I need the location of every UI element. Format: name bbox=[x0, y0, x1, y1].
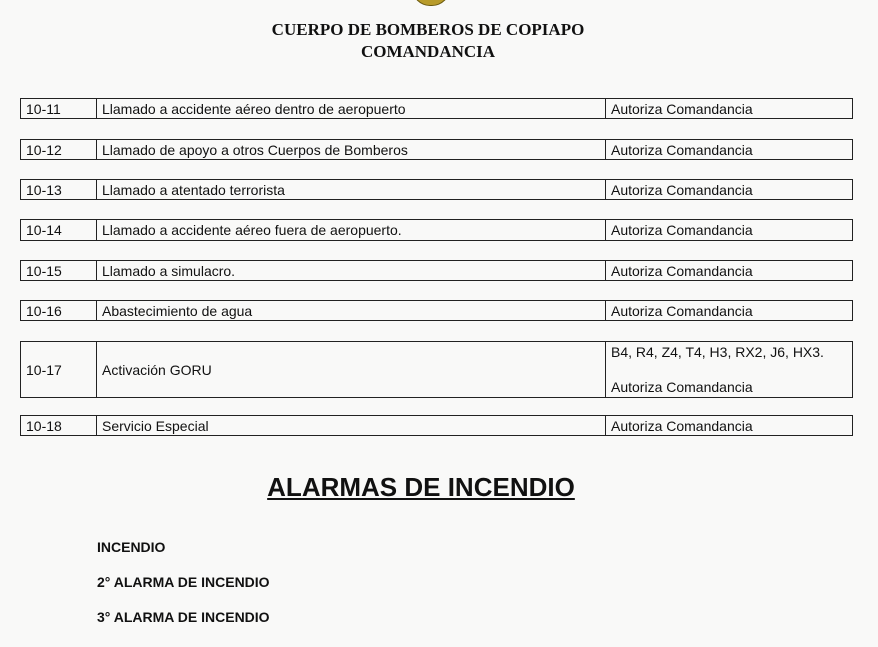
description: Llamado de apoyo a otros Cuerpos de Bomberos bbox=[97, 140, 606, 159]
authorization-cell bbox=[606, 342, 852, 397]
header-line1: CUERPO DE BOMBEROS DE COPIAPO bbox=[271, 20, 585, 39]
alarm-item: INCENDIO bbox=[97, 539, 166, 555]
code: 10-15 bbox=[21, 261, 97, 280]
table-row bbox=[20, 260, 853, 281]
table-row bbox=[20, 300, 853, 321]
table-row bbox=[20, 179, 853, 200]
units: B4, R4, Z4, T4, H3, RX2, J6, HX3. bbox=[611, 344, 824, 360]
description: Activación GORU bbox=[97, 342, 606, 397]
code: 10-17 bbox=[21, 342, 97, 397]
code: 10-13 bbox=[21, 180, 97, 199]
authorization: Autoriza Comandancia bbox=[611, 100, 753, 117]
code: 10-18 bbox=[21, 416, 97, 435]
code: 10-12 bbox=[21, 140, 97, 159]
authorization: Autoriza Comandancia bbox=[611, 141, 753, 158]
table-row bbox=[20, 341, 853, 398]
authorization: Autoriza Comandancia bbox=[611, 379, 753, 395]
description: Abastecimiento de agua bbox=[97, 301, 606, 320]
table-row bbox=[20, 139, 853, 160]
code: 10-11 bbox=[21, 99, 97, 118]
logo bbox=[412, 0, 450, 6]
table-row bbox=[20, 415, 853, 436]
section-title: ALARMAS DE INCENDIO bbox=[267, 472, 575, 502]
description: Llamado a accidente aéreo dentro de aeropuerto bbox=[97, 99, 606, 118]
authorization: Autoriza Comandancia bbox=[611, 302, 753, 319]
alarm-item: 3° ALARMA DE INCENDIO bbox=[97, 609, 270, 625]
authorization: Autoriza Comandancia bbox=[611, 262, 753, 279]
description: Llamado a atentado terrorista bbox=[97, 180, 606, 199]
code: 10-14 bbox=[21, 220, 97, 240]
alarm-item: 2° ALARMA DE INCENDIO bbox=[97, 574, 270, 590]
authorization: Autoriza Comandancia bbox=[611, 417, 753, 434]
code: 10-16 bbox=[21, 301, 97, 320]
authorization: Autoriza Comandancia bbox=[611, 222, 753, 238]
authorization: Autoriza Comandancia bbox=[611, 181, 753, 198]
description: Llamado a accidente aéreo fuera de aeropuerto. bbox=[97, 220, 606, 240]
table-row bbox=[20, 219, 853, 241]
table-row bbox=[20, 98, 853, 119]
description: Servicio Especial bbox=[97, 416, 606, 435]
description: Llamado a simulacro. bbox=[97, 261, 606, 280]
header-line2: COMANDANCIA bbox=[360, 42, 496, 61]
